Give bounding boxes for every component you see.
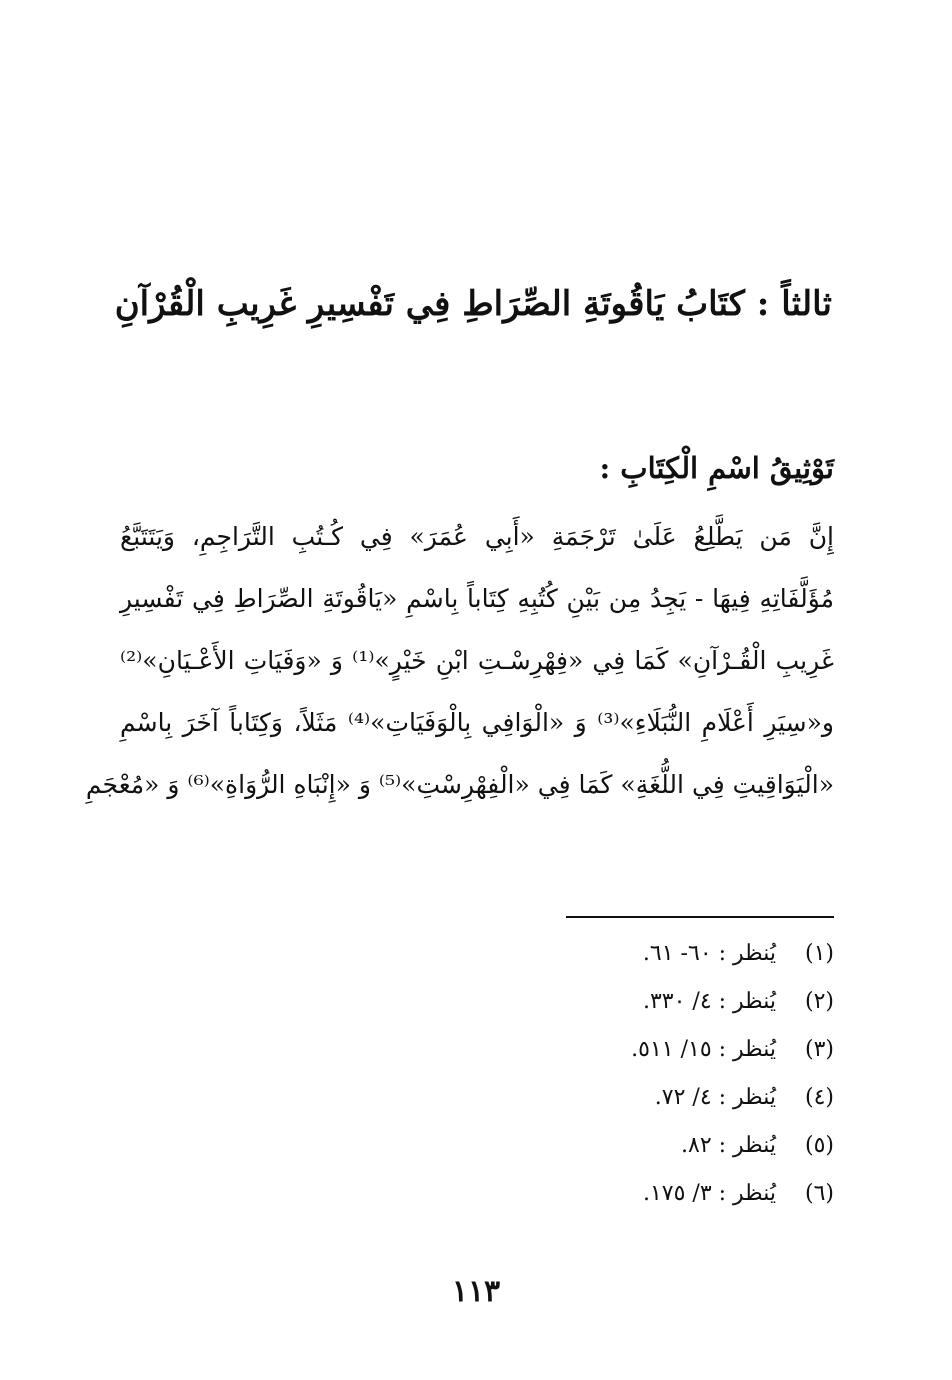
footnote-number: (٢) <box>804 989 834 1014</box>
footnote-item <box>434 1026 834 1074</box>
chapter-title: ثالثاً : كتَابُ يَاقُوتَةِ الصِّرَاطِ فِي تَفْسِيرِ غَرِيبِ الْقُرْآنِ <box>114 284 832 324</box>
footnote-number: (٥) <box>804 1133 834 1158</box>
footnote-item <box>434 1074 834 1122</box>
footnote-item <box>434 1122 834 1170</box>
footnotes-list <box>434 930 834 1218</box>
footnote-number: (٤) <box>804 1085 834 1110</box>
page-number: ١١٣ <box>451 1274 501 1309</box>
footnote-number: (١) <box>804 941 834 966</box>
footnote-number: (٦) <box>804 1181 834 1206</box>
body-paragraph <box>85 506 834 816</box>
body-line: غَرِيبِ الْقُـرْآنِ» كَمَا فِي «فِهْرِسْـتِ ابْنِ خَيْرٍ»⁽¹⁾ وَ «وَفَيَاتِ الأَعْـيَانِ»⁽²⁾ <box>120 646 834 675</box>
footnote-item <box>434 1170 834 1218</box>
body-line: مُؤَلَّفَاتِهِ فِيهَا - يَجِدُ مِن بَيْنِ كُتُبِهِ كِتَاباً بِاسْمِ «يَاقُوتَةِ الصِّرَاطِ فِي تَفْسِيرِ <box>120 584 834 613</box>
footnote-text: يُنظر : ٣/ ١٧٥. <box>642 1181 776 1206</box>
footnote-text: يُنظر : ٤/ ٧٢. <box>654 1085 776 1110</box>
body-line: إِنَّ مَن يَطَّلِعُ عَلَىٰ تَرْجَمَةِ «أَبِي عُمَرَ» فِي كُـتُبِ التَّرَاجِمِ، وَيَتَتَبَّعُ <box>120 522 834 551</box>
body-line: و«سِيَرِ أَعْلَامِ النُّبَلَاءِ»⁽³⁾ وَ «الْوَافِي بِالْوَفَيَاتِ»⁽⁴⁾ مَثَلاً، وَكِتَاباً آخَرَ بِاسْمِ <box>120 708 834 737</box>
footnote-separator <box>566 916 834 918</box>
footnote-item <box>434 978 834 1026</box>
footnote-number: (٣) <box>804 1037 834 1062</box>
footnote-text: يُنظر : ٤/ ٣٣٠. <box>642 989 776 1014</box>
body-line: «الْيَوَاقِيتِ فِي اللُّغَةِ» كَمَا فِي «الْفِهْرِسْتِ»⁽⁵⁾ وَ «إِنْبَاهِ الرُّوَاةِ»⁽⁶⁾ وَ «مُعْجَمِ <box>85 770 834 799</box>
footnote-item <box>434 930 834 978</box>
footnote-text: يُنظر : ٨٢. <box>681 1133 776 1158</box>
footnote-text: يُنظر : ١٥/ ٥١١. <box>631 1037 776 1062</box>
footnote-text: يُنظر : ٦٠- ٦١. <box>642 941 776 966</box>
section-heading: تَوْثِيقُ اسْمِ الْكِتَابِ : <box>599 451 834 485</box>
